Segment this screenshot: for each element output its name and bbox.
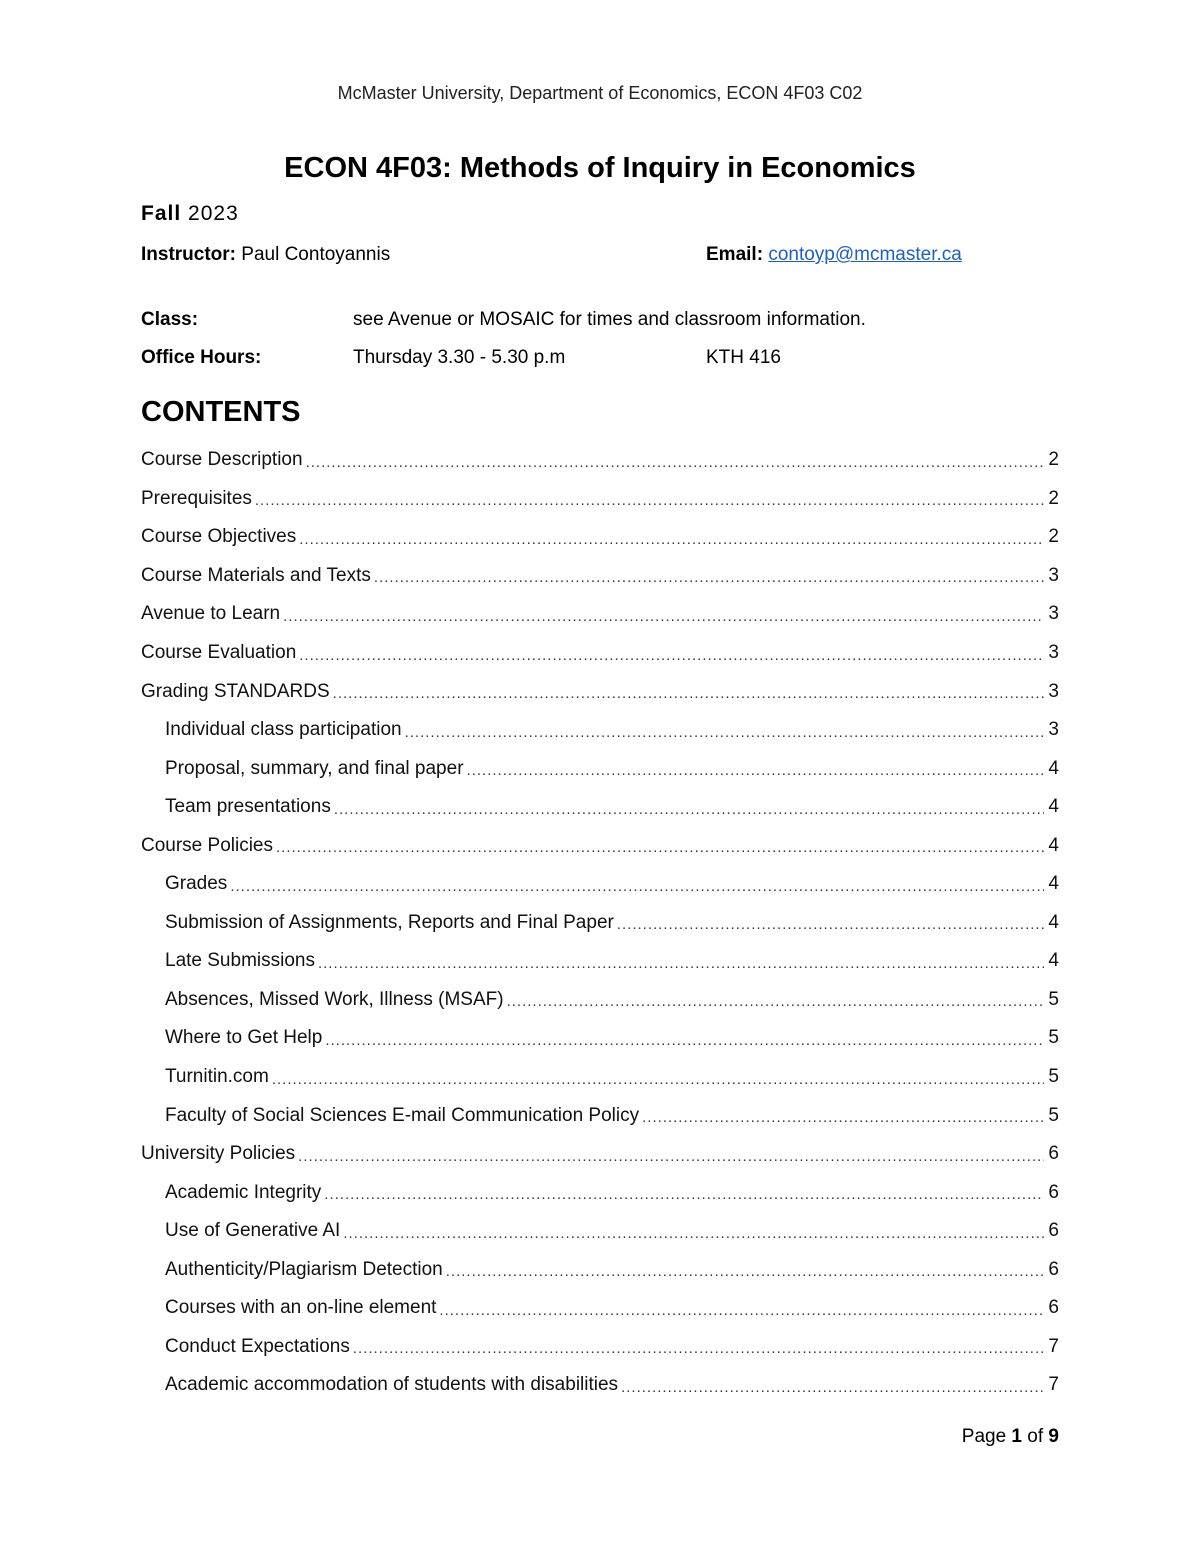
running-header: McMaster University, Department of Economics, ECON 4F03 C02 bbox=[337, 83, 863, 103]
email-link[interactable]: contoyp@mcmaster.ca bbox=[768, 244, 962, 265]
toc-entry[interactable] bbox=[141, 1019, 1059, 1058]
toc-entry-title: Course Evaluation bbox=[141, 642, 297, 663]
toc-entry-title: Grades bbox=[165, 873, 228, 895]
toc-entry[interactable] bbox=[141, 942, 1059, 981]
toc-entry-title: Late Submissions bbox=[165, 950, 315, 972]
toc-entry-title: Turnitin.com bbox=[165, 1066, 269, 1088]
toc-entry-page: 6 bbox=[1048, 1297, 1059, 1319]
toc-entry-page: 3 bbox=[1048, 642, 1059, 663]
toc-dot-leader bbox=[324, 1186, 1044, 1203]
toc-entry[interactable] bbox=[141, 711, 1059, 750]
toc-entry-title: Course Description bbox=[141, 449, 303, 471]
toc-entry[interactable] bbox=[141, 1366, 1059, 1405]
toc-entry-page: 4 bbox=[1048, 757, 1059, 779]
toc-entry-page: 7 bbox=[1048, 1374, 1059, 1396]
instructor-line bbox=[141, 244, 390, 266]
instructor-name: Paul Contoyannis bbox=[241, 244, 391, 265]
toc-entry[interactable] bbox=[141, 1289, 1059, 1328]
toc-entry-title: Academic Integrity bbox=[165, 1181, 322, 1203]
office-hours-room: KTH 416 bbox=[706, 347, 781, 368]
toc-dot-leader bbox=[333, 685, 1045, 702]
toc-dot-leader bbox=[334, 801, 1045, 818]
toc-entry-page: 3 bbox=[1048, 603, 1059, 625]
toc-dot-leader bbox=[439, 1302, 1044, 1319]
toc-entry-page: 3 bbox=[1048, 564, 1059, 586]
toc-entry-page: 3 bbox=[1048, 719, 1059, 741]
toc-dot-leader bbox=[507, 993, 1045, 1010]
toc-dot-leader bbox=[272, 1071, 1045, 1088]
toc-entry[interactable] bbox=[141, 1212, 1059, 1251]
toc-entry-page: 5 bbox=[1048, 1027, 1059, 1049]
toc-entry-title: Course Policies bbox=[141, 834, 273, 856]
toc-dot-leader bbox=[283, 608, 1044, 625]
toc-dot-leader bbox=[255, 492, 1045, 509]
toc-entry[interactable] bbox=[141, 749, 1059, 788]
instructor-label: Instructor: bbox=[141, 244, 236, 265]
toc-entry-page: 4 bbox=[1048, 873, 1059, 895]
class-value: see Avenue or MOSAIC for times and classroom information. bbox=[353, 309, 866, 330]
toc-entry-page: 2 bbox=[1048, 449, 1059, 471]
document-title: ECON 4F03: Methods of Inquiry in Economics bbox=[284, 152, 916, 184]
toc-dot-leader bbox=[621, 1379, 1044, 1396]
toc-entry[interactable] bbox=[141, 904, 1059, 943]
toc-dot-leader bbox=[318, 955, 1044, 972]
page-footer bbox=[962, 1426, 1059, 1448]
term bbox=[141, 202, 239, 226]
term-season: Fall bbox=[141, 202, 182, 225]
toc-entry[interactable] bbox=[141, 1173, 1059, 1212]
toc-entry-page: 3 bbox=[1048, 680, 1059, 702]
toc-entry-page: 6 bbox=[1048, 1181, 1059, 1203]
toc-entry-page: 6 bbox=[1048, 1258, 1059, 1280]
toc-entry[interactable] bbox=[141, 865, 1059, 904]
footer-of-word: of bbox=[1027, 1426, 1044, 1447]
toc-entry-page: 4 bbox=[1048, 834, 1059, 856]
contents-heading: CONTENTS bbox=[141, 396, 301, 428]
office-hours-label: Office Hours: bbox=[141, 347, 262, 368]
toc-dot-leader bbox=[617, 916, 1045, 933]
toc-entry-title: Where to Get Help bbox=[165, 1027, 323, 1049]
toc-dot-leader bbox=[230, 878, 1044, 895]
toc-entry-page: 6 bbox=[1048, 1220, 1059, 1242]
toc-dot-leader bbox=[353, 1340, 1045, 1357]
toc-dot-leader bbox=[325, 1032, 1044, 1049]
toc-dot-leader bbox=[299, 647, 1044, 664]
toc-dot-leader bbox=[306, 454, 1045, 471]
toc-entry-title: Prerequisites bbox=[141, 487, 252, 509]
toc-entry-page: 5 bbox=[1048, 1104, 1059, 1126]
toc-entry-page: 4 bbox=[1048, 911, 1059, 933]
toc-dot-leader bbox=[276, 839, 1044, 856]
toc-entry[interactable] bbox=[141, 595, 1059, 634]
toc-dot-leader bbox=[405, 724, 1045, 741]
toc-entry-title: Academic accommodation of students with disabilities bbox=[165, 1374, 619, 1396]
toc-entry[interactable] bbox=[141, 1096, 1059, 1135]
toc-entry[interactable] bbox=[141, 557, 1059, 596]
toc-entry[interactable] bbox=[141, 1328, 1059, 1367]
toc-entry-page: 5 bbox=[1048, 1066, 1059, 1088]
toc-entry-page: 2 bbox=[1048, 487, 1059, 509]
toc-entry-page: 5 bbox=[1048, 988, 1059, 1010]
toc-entry-title: Avenue to Learn bbox=[141, 603, 281, 625]
toc-entry-title: Absences, Missed Work, Illness (MSAF) bbox=[165, 988, 504, 1010]
toc-entry-title: Conduct Expectations bbox=[165, 1335, 350, 1357]
footer-total-pages: 9 bbox=[1048, 1426, 1059, 1447]
toc-dot-leader bbox=[299, 531, 1044, 548]
toc-entry[interactable] bbox=[141, 480, 1059, 519]
toc-entry[interactable] bbox=[141, 1058, 1059, 1097]
toc-dot-leader bbox=[467, 762, 1045, 779]
footer-current-page: 1 bbox=[1011, 1426, 1022, 1447]
toc-entry-page: 4 bbox=[1048, 796, 1059, 818]
toc-entry-title: Submission of Assignments, Reports and Final Paper bbox=[165, 911, 614, 933]
toc-entry[interactable] bbox=[141, 981, 1059, 1020]
toc-dot-leader bbox=[374, 569, 1045, 586]
toc-entry-title: Proposal, summary, and final paper bbox=[165, 757, 464, 779]
toc-entry-title: University Policies bbox=[141, 1143, 296, 1165]
class-label: Class: bbox=[141, 309, 199, 330]
toc-dot-leader bbox=[642, 1109, 1044, 1126]
toc-entry-title: Courses with an on-line element bbox=[165, 1297, 437, 1319]
toc-entry[interactable] bbox=[141, 788, 1059, 827]
email-label: Email: bbox=[706, 244, 764, 265]
term-year: 2023 bbox=[188, 202, 239, 225]
table-of-contents bbox=[141, 441, 1059, 1405]
toc-dot-leader bbox=[446, 1263, 1045, 1280]
toc-entry-title: Course Materials and Texts bbox=[141, 564, 371, 586]
footer-page-word: Page bbox=[961, 1426, 1007, 1447]
toc-entry[interactable] bbox=[141, 672, 1059, 711]
toc-entry[interactable] bbox=[141, 518, 1059, 557]
toc-entry[interactable] bbox=[141, 826, 1059, 865]
toc-entry-title: Individual class participation bbox=[165, 719, 402, 741]
email-line bbox=[706, 244, 962, 266]
toc-dot-leader bbox=[298, 1148, 1044, 1165]
toc-entry-title: Course Objectives bbox=[141, 526, 297, 548]
toc-entry-title: Use of Generative AI bbox=[165, 1220, 341, 1242]
toc-entry[interactable] bbox=[141, 1250, 1059, 1289]
toc-entry[interactable] bbox=[141, 634, 1059, 673]
toc-entry[interactable] bbox=[141, 1135, 1059, 1174]
toc-entry-page: 2 bbox=[1048, 526, 1059, 548]
office-hours-time: Thursday 3.30 - 5.30 p.m bbox=[353, 347, 566, 368]
toc-entry-page: 7 bbox=[1048, 1335, 1059, 1357]
toc-entry-title: Authenticity/Plagiarism Detection bbox=[165, 1258, 443, 1280]
toc-dot-leader bbox=[343, 1225, 1044, 1242]
toc-entry-page: 4 bbox=[1048, 950, 1059, 972]
toc-entry[interactable] bbox=[141, 441, 1059, 480]
toc-entry-page: 6 bbox=[1048, 1143, 1059, 1165]
toc-entry-title: Faculty of Social Sciences E-mail Communication Policy bbox=[165, 1104, 640, 1126]
toc-entry-title: Grading STANDARDS bbox=[141, 680, 330, 702]
toc-entry-title: Team presentations bbox=[165, 796, 331, 818]
